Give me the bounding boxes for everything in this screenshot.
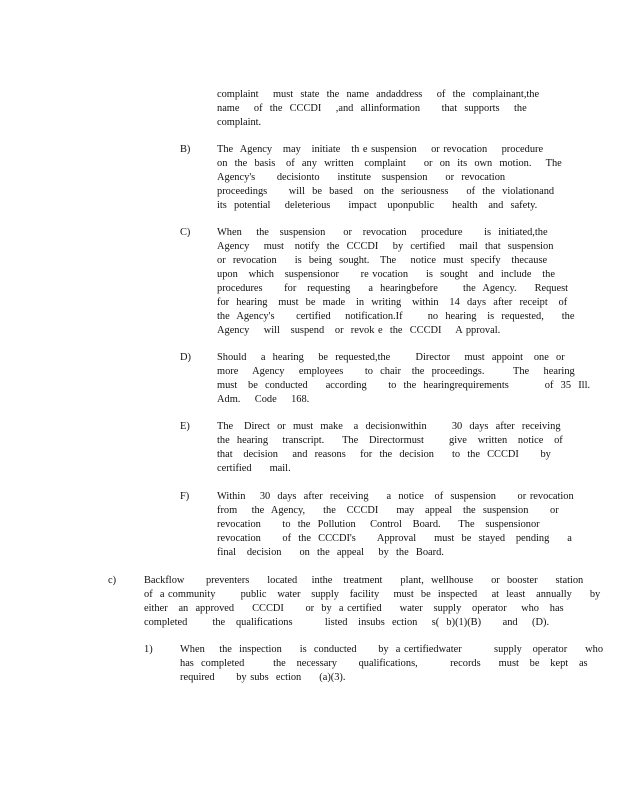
item-f-line: revocation to the Pollution Control Board. The suspensionor — [217, 519, 540, 530]
item-f-label: F) — [180, 491, 190, 502]
item-d-line: more Agency employees to chair the proceedings. The hearing — [217, 366, 575, 377]
intro-line: complaint must state the name andaddress of the complainant,the — [217, 89, 540, 100]
item-c-line: procedures for requesting a hearingbefore the Agency. Request — [217, 283, 569, 294]
item-c-line: Agency will suspend or revok e the CCCDI A pproval. — [217, 325, 501, 336]
item-c-line: When the suspension or revocation procedure is initiated,the — [217, 227, 548, 238]
item-c-line: the Agency's certified notification.If no hearing is requested, the — [217, 311, 575, 322]
section-c-line: of a community public water supply facility must be inspected at least annually by — [144, 589, 601, 600]
section-c-line: either an approved CCCDI or by a certified water supply operator who has — [144, 603, 564, 614]
item-e-line: the hearing transcript. The Directormust give written notice of — [217, 435, 563, 446]
item-b-line: proceedings will be based on the seriousness of the violationand — [217, 186, 555, 197]
item-e-line: The Direct or must make a decisionwithin 30 days after receiving — [217, 421, 561, 432]
item-e-line: certified mail. — [217, 463, 291, 474]
item-f-line: from the Agency, the CCCDI may appeal the suspension or — [217, 505, 559, 516]
sub-1-line: required by subs ection (a)(3). — [180, 672, 346, 683]
section-c-line: Backflow preventers located inthe treatment plant, wellhouse or booster station — [144, 575, 584, 586]
item-f-line: Within 30 days after receiving a notice of suspension or revocation — [217, 491, 574, 502]
item-f-line: final decision on the appeal by the Board. — [217, 547, 444, 558]
item-f-line: revocation of the CCCDI's Approval must be stayed pending a — [217, 533, 572, 544]
section-c-label: c) — [108, 575, 117, 586]
item-b-line: its potential deleterious impact uponpublic health and safety. — [217, 200, 538, 211]
item-c-line: Agency must notify the CCCDI by certified mail that suspension — [217, 241, 554, 252]
item-c-line: upon which suspensionor re vocation is sought and include the — [217, 269, 555, 280]
item-b-line: on the basis of any written complaint or on its own motion. The — [217, 158, 562, 169]
sub-1-line: When the inspection is conducted by a certifiedwater supply operator who — [180, 644, 604, 655]
item-b-line: Agency's decisionto institute suspension or revocation — [217, 172, 506, 183]
item-c-label: C) — [180, 227, 191, 238]
section-c-line: completed the qualifications listed insubs ection s( b)(1)(B) and (D). — [144, 617, 550, 628]
item-c-line: or revocation is being sought. The notice must specify thecause — [217, 255, 548, 266]
item-d-line: must be conducted according to the hearingrequirements of 35 Ill. — [217, 380, 591, 391]
item-d-line: Should a hearing be requested,the Director must appoint one or — [217, 352, 565, 363]
item-e-label: E) — [180, 421, 190, 432]
item-b-label: B) — [180, 144, 191, 155]
intro-line: name of the CCCDI ,and allinformation that supports the — [217, 103, 527, 114]
item-d-label: D) — [180, 352, 191, 363]
sub-1-line: has completed the necessary qualifications, records must be kept as — [180, 658, 588, 669]
sub-1-label: 1) — [144, 644, 153, 655]
intro-line: complaint. — [217, 117, 262, 128]
item-d-line: Adm. Code 168. — [217, 394, 310, 405]
item-e-line: that decision and reasons for the decision to the CCCDI by — [217, 449, 551, 460]
item-c-line: for hearing must be made in writing within 14 days after receipt of — [217, 297, 568, 308]
item-b-line: The Agency may initiate th e suspension or revocation procedure — [217, 144, 544, 155]
